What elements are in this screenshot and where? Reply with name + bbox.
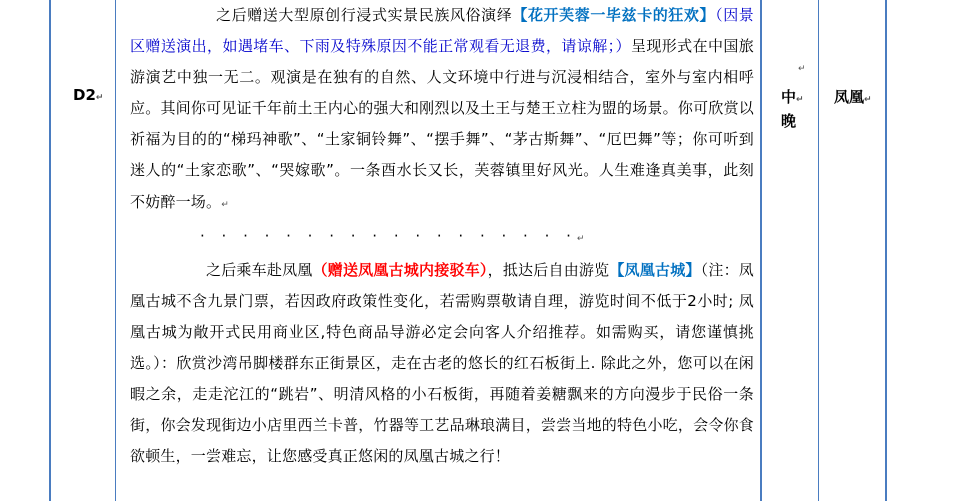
show-intro-text: 之后赠送大型原创行浸式实景民族风俗演绎 bbox=[216, 6, 513, 24]
meal-label-dinner: 晚 bbox=[781, 112, 797, 130]
day-label bbox=[73, 86, 103, 104]
free-tour-text: ，抵达后自由游览 bbox=[487, 260, 610, 279]
itinerary-paragraph-fenghuang bbox=[130, 255, 754, 473]
transfer-intro-text: 之后乘车赴凤凰 bbox=[206, 260, 313, 279]
lodging-label-text: 凤凰 bbox=[834, 88, 865, 106]
itinerary-content bbox=[130, 0, 754, 472]
free-shuttle-note: （赠送凤凰古城内接驳车） bbox=[312, 260, 488, 279]
fenghuang-description: （注：凤凰古城不含九景门票，若因政府政策性变化，若需购票敬请自理，游览时间不低于2小时; 凤凰古城为敞开式民用商业区,特色商品导游必定会向客人介绍推荐。如需购买，请您谨慎挑选。）：欣赏沙湾吊脚楼群东正街景区，走在古老的悠长的红石板街上. 除此之外，您可以在闲暇之余，走走沱江的“跳岩”、明清风格的小石板街，再随着姜糖飘来的方向漫步于民俗一条街，你会发现街边小店里西兰卡普，竹器等工艺品琳琅满目，尝尝当地的特色小吃，会令你食欲顿生，一尝难忘，让您感受真正悠闲的凤凰古城之行！ bbox=[130, 260, 754, 466]
table-border-day bbox=[115, 0, 116, 501]
meal-empty-mark: ↵ bbox=[798, 64, 806, 74]
meal-label-lunch bbox=[781, 86, 804, 107]
paragraph-mark: ↵ bbox=[864, 95, 872, 105]
table-border-meal bbox=[818, 0, 819, 501]
paragraph-mark: ↵ bbox=[796, 95, 804, 105]
show-title: 【花开芙蓉一毕兹卡的狂欢】 bbox=[512, 6, 716, 24]
paragraph-mark: ↵ bbox=[221, 199, 229, 210]
table-border-right bbox=[885, 0, 887, 501]
day-label-text: D2 bbox=[73, 86, 96, 104]
fenghuang-title: 【凤凰古城】 bbox=[609, 260, 701, 279]
dotted-separator bbox=[130, 221, 754, 255]
meal-label-lunch-text: 中 bbox=[781, 88, 797, 106]
show-description: 呈现形式在中国旅游演艺中独一无二。观演是在独有的自然、人文环境中行进与沉浸相结合，室外与室内相呼应。其间你可见证千年前土王内心的强大和刚烈以及土王与楚王立柱为盟的场景。你可欣赏以祈福为目的的“梯玛神歌”、“土家铜铃舞”、“摆手舞”、“茅古斯舞”、“厄巴舞”等；你可听到迷人的“土家恋歌”、“哭嫁歌”。一条酉水长又长，芙蓉镇里好风光。人生难逢真美事，此刻不妨醉一场。 bbox=[130, 37, 754, 211]
paragraph-mark: ↵ bbox=[576, 233, 591, 244]
itinerary-paragraph-show bbox=[130, 0, 754, 221]
table-border-content bbox=[760, 0, 762, 501]
lodging-label bbox=[834, 86, 872, 107]
paragraph-mark: ↵ bbox=[95, 93, 104, 103]
show-notice: （因景区赠送演出，如遇堵车、下雨及特殊原因不能正常观看无退费，请谅解；） bbox=[130, 6, 755, 56]
separator-dots: · · · · · · · · · · · · · · · · · · bbox=[200, 226, 577, 245]
table-border-left bbox=[49, 0, 51, 501]
